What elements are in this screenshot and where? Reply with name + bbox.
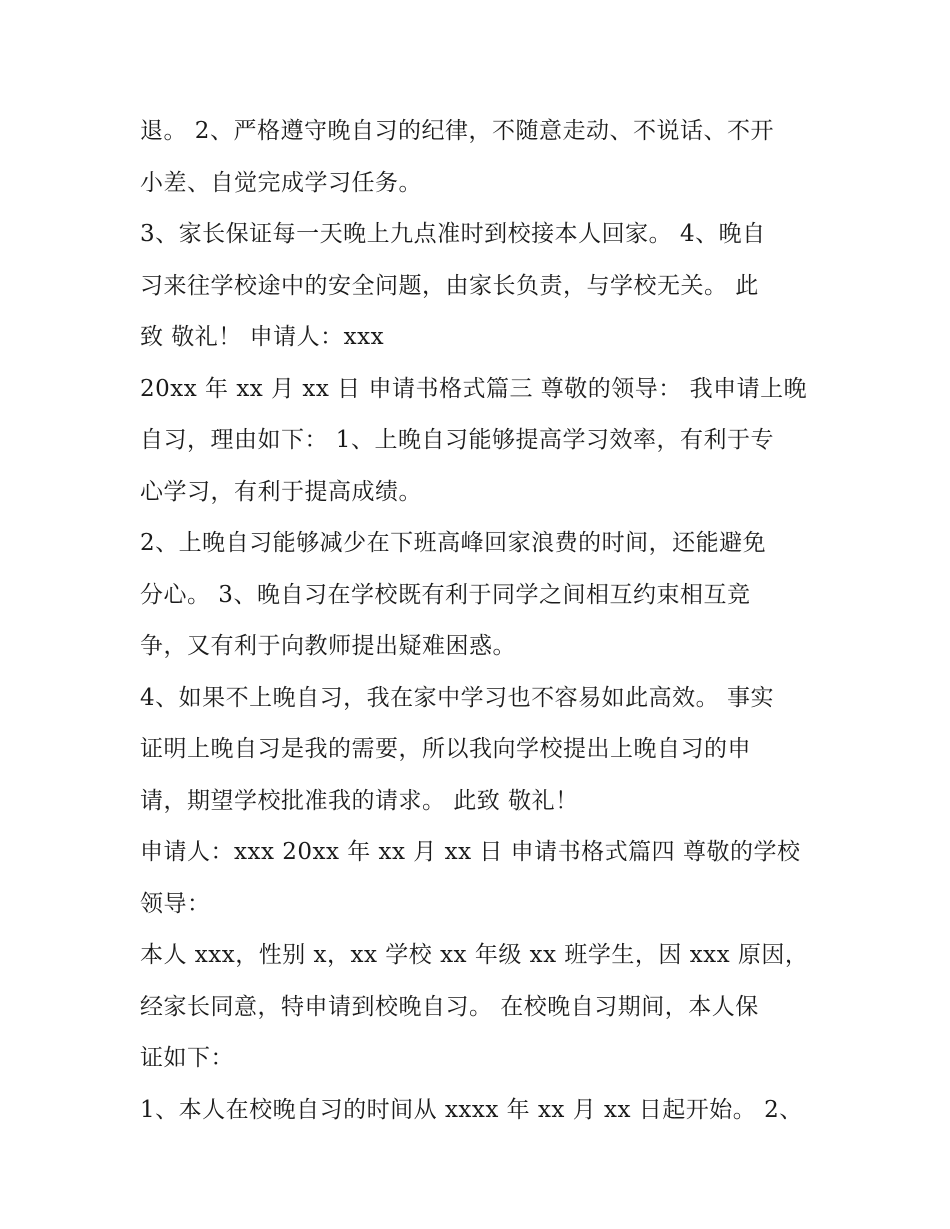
paragraph	[140, 209, 820, 364]
text-line: 2、上晚自习能够减少在下班高峰回家浪费的时间，还能避免	[140, 530, 767, 556]
text-line: 分心。 3、晚自习在学校既有利于同学之间相互约束相互竞	[140, 581, 751, 608]
text-line: 心学习，有利于提高成绩。	[140, 478, 422, 505]
text-line: 证明上晚自习是我的需要，所以我向学校提出上晚自习的申	[140, 736, 751, 762]
document-body	[140, 106, 820, 1136]
paragraph	[140, 673, 820, 828]
paragraph	[140, 106, 820, 209]
text-line: 小差、自觉完成学习任务。	[140, 169, 422, 196]
paragraph	[140, 364, 820, 519]
text-line: 退。 2、严格遵守晚自习的纪律，不随意走动、不说话、不开	[140, 118, 774, 144]
text-line: 3、家长保证每一天晚上九点准时到校接本人回家。 4、晚自	[140, 221, 766, 247]
text-line: 证如下：	[140, 1045, 234, 1071]
text-line: 经家长同意，特申请到校晚自习。 在校晚自习期间，本人保	[140, 993, 759, 1020]
text-line: 致 敬礼！ 申请人：xxx	[140, 324, 385, 350]
paragraph	[140, 827, 820, 930]
text-line: 20xx 年 xx 月 xx 日 申请书格式篇三 尊敬的领导： 我申请上晚	[140, 375, 808, 402]
text-line: 请，期望学校批准我的请求。 此致 敬礼！	[140, 787, 579, 814]
text-line: 自习，理由如下： 1、上晚自习能够提高学习效率，有利于专	[140, 427, 774, 453]
paragraph	[140, 1085, 820, 1137]
text-line: 本人 xxx，性别 x，xx 学校 xx 年级 xx 班学生，因 xxx 原因，	[140, 942, 809, 968]
paragraph	[140, 930, 820, 1085]
text-line: 申请人：xxx 20xx 年 xx 月 xx 日 申请书格式篇四 尊敬的学校	[140, 839, 801, 865]
text-line: 4、如果不上晚自习，我在家中学习也不容易如此高效。 事实	[140, 684, 774, 711]
text-line: 1、本人在校晚自习的时间从 xxxx 年 xx 月 xx 日起开始。 2、	[140, 1096, 803, 1123]
paragraph	[140, 518, 820, 673]
text-line: 争，又有利于向教师提出疑难困惑。	[140, 633, 516, 659]
text-line: 习来往学校途中的安全问题，由家长负责，与学校无关。 此	[140, 272, 759, 299]
text-line: 领导：	[140, 890, 211, 917]
